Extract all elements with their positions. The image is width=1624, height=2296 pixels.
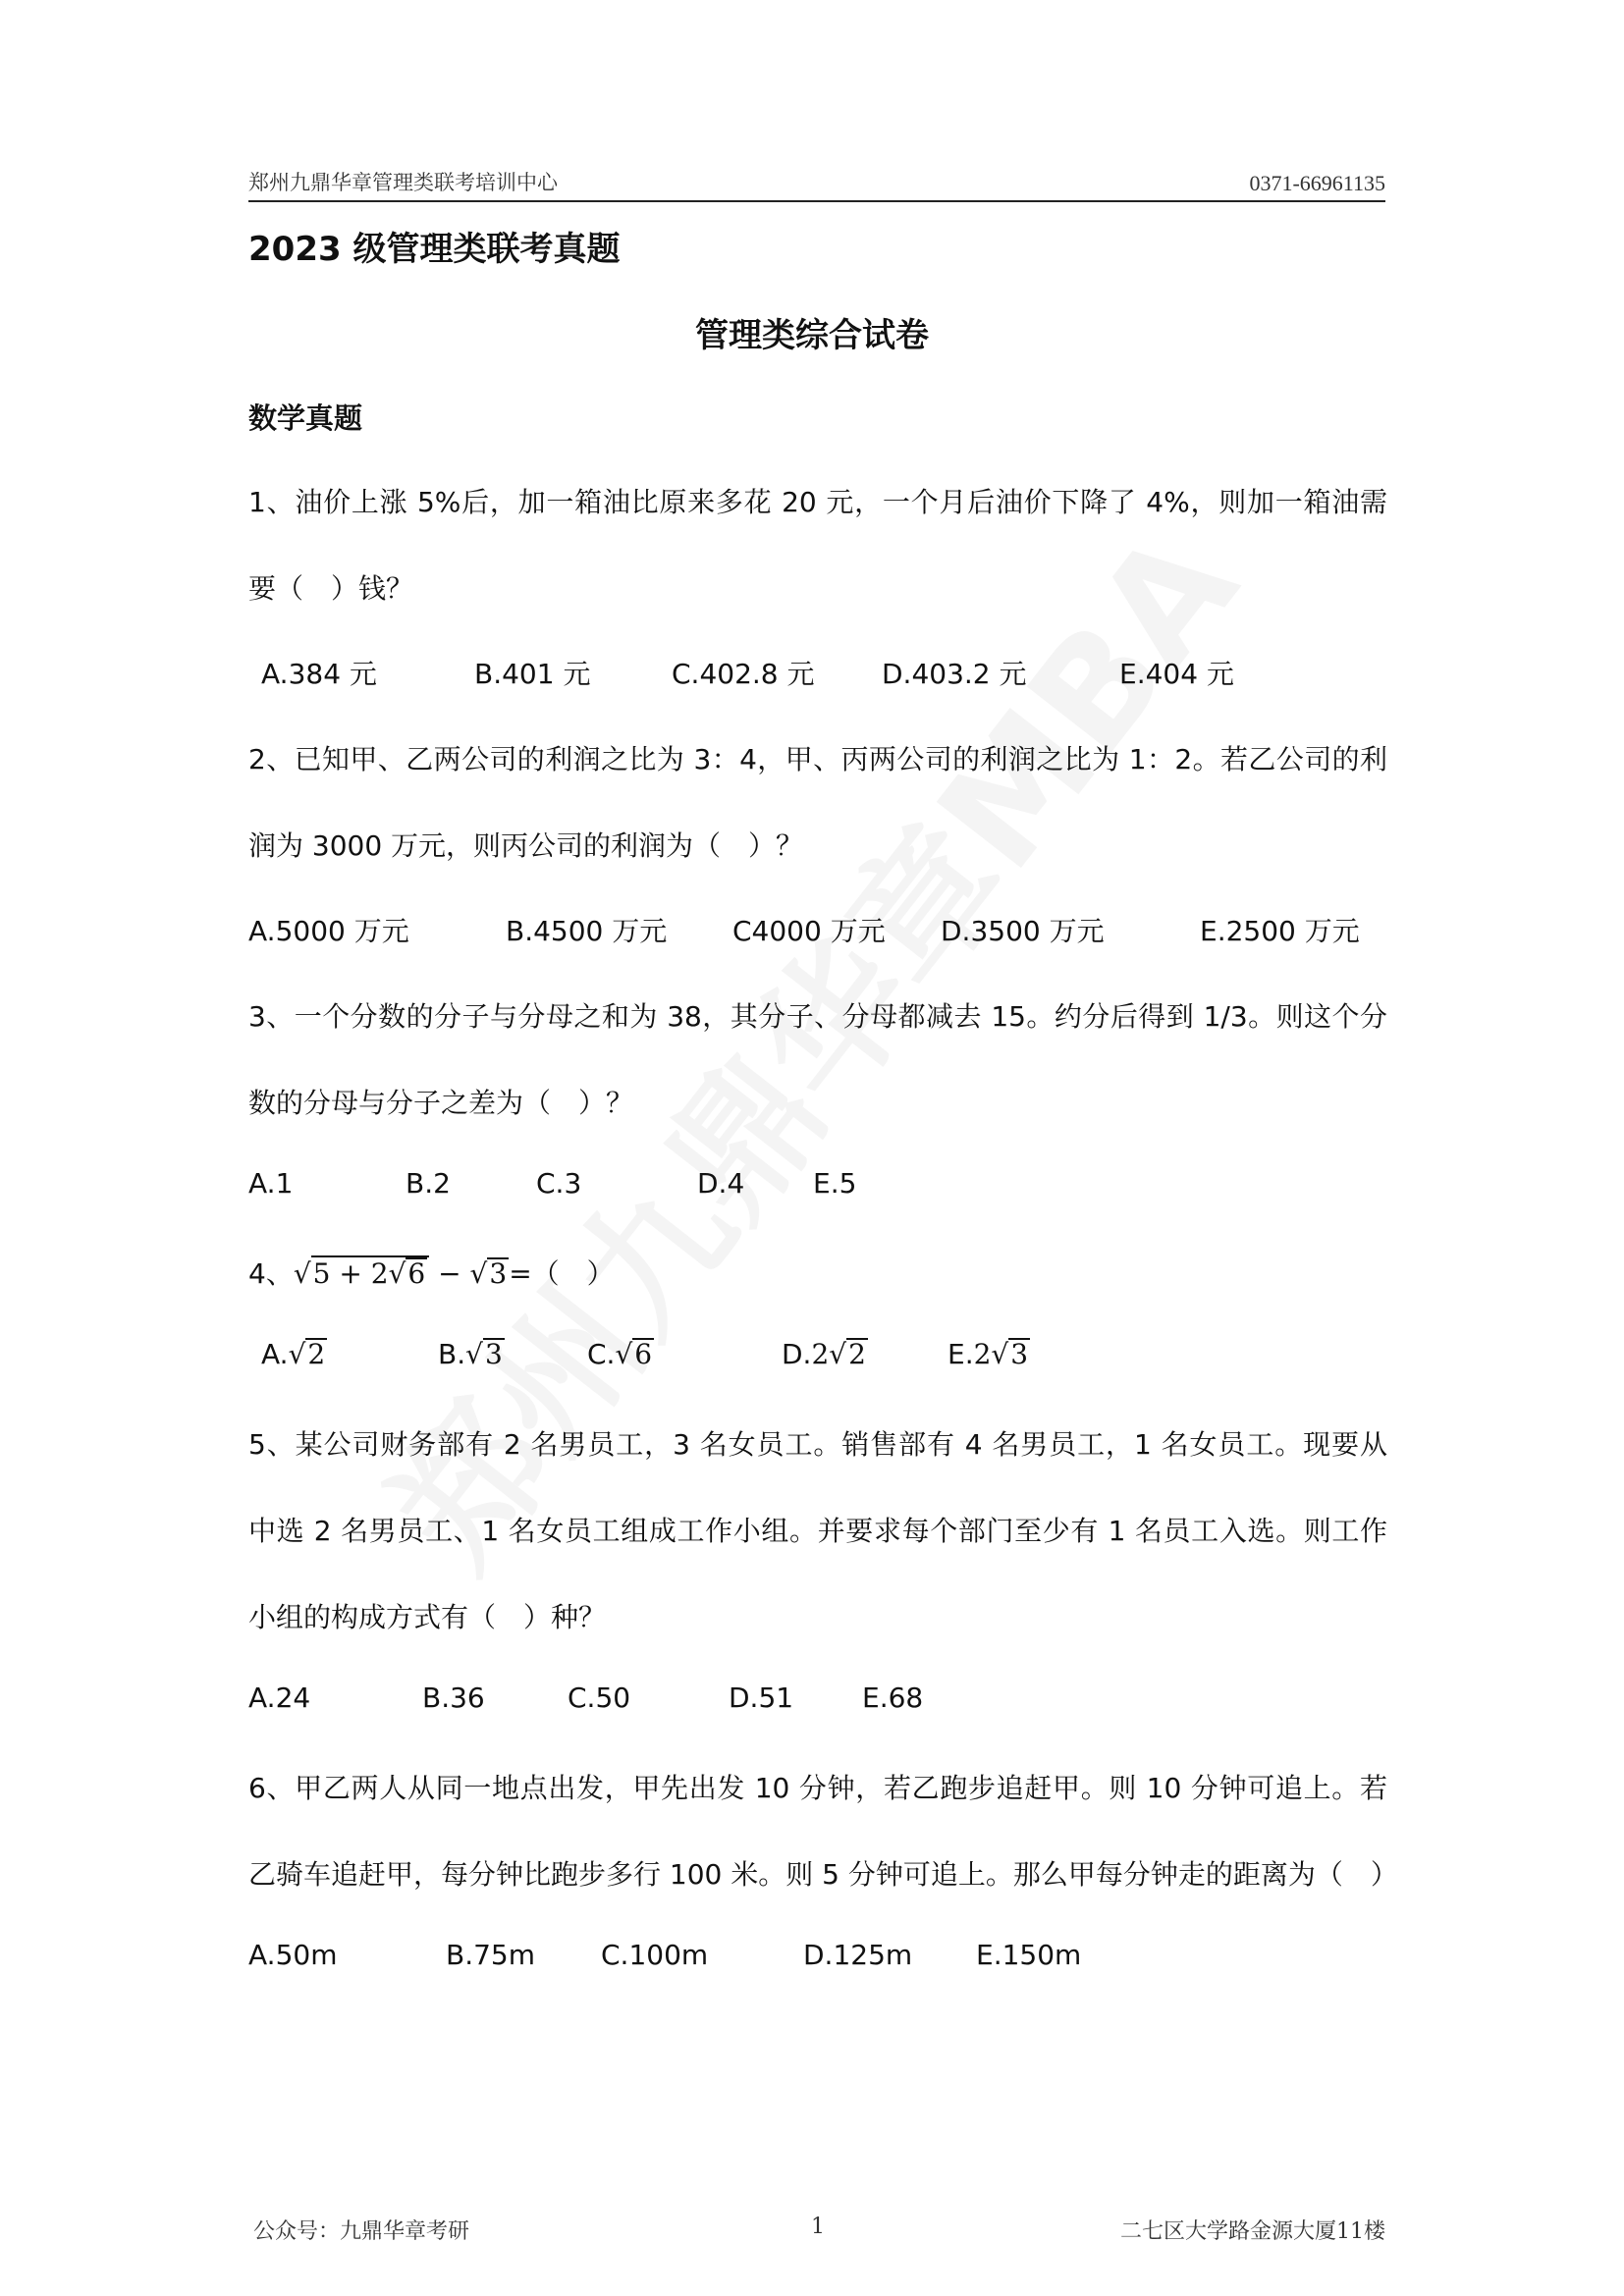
question-5-line-1: 5、某公司财务部有 2 名男员工，3 名女员工。销售部有 4 名男员工，1 名女员工。现要从 [248, 1428, 1387, 1461]
sqrt-icon: √ [615, 1338, 633, 1370]
q3-option-d: D.4 [697, 1167, 745, 1200]
question-5-line-3: 小组的构成方式有（ ）种？ [248, 1601, 607, 1633]
q5-option-b: B.36 [422, 1682, 485, 1714]
q1-option-a: A.384 元 [261, 658, 377, 690]
q3-option-a: A.1 [248, 1167, 294, 1200]
sqrt-icon: √ [469, 1257, 488, 1290]
q6-option-e: E.150m [976, 1939, 1082, 1971]
sqrt-icon: √ [288, 1338, 306, 1370]
question-1-line-1: 1、油价上涨 5%后，加一箱油比原来多花 20 元，一个月后油价下降了 4%，则加一箱油需 [248, 486, 1387, 518]
question-3-line-2: 数的分母与分子之差为（ ）？ [248, 1087, 634, 1119]
q2-option-a: A.5000 万元 [248, 915, 409, 947]
question-4-line [248, 1253, 1387, 1292]
q5-option-d: D.51 [729, 1682, 794, 1714]
question-2-line-1: 2、已知甲、乙两公司的利润之比为 3：4，甲、丙两公司的利润之比为 1：2。若乙公司的利 [248, 743, 1387, 775]
q3-option-c: C.3 [536, 1167, 582, 1200]
q4-outer-radicand: 5 + 2√6 [311, 1255, 430, 1288]
q4-option-a: A.√2 [261, 1338, 326, 1370]
footer-account: 公众号：九鼎华章考研 [253, 2219, 470, 2244]
q6-option-b: B.75m [446, 1939, 536, 1971]
question-6-line-1: 6、甲乙两人从同一地点出发，甲先出发 10 分钟，若乙跑步追赶甲。则 10 分钟可追上。若 [248, 1772, 1387, 1804]
sqrt-icon: √ [388, 1257, 406, 1290]
q5-option-a: A.24 [248, 1682, 311, 1714]
page-header [248, 165, 1385, 202]
q1-option-e: E.404 元 [1119, 658, 1234, 690]
q4-option-c: C.√6 [587, 1338, 653, 1370]
question-1-line-2: 要（ ）钱？ [248, 572, 414, 605]
sqrt-icon: √ [465, 1338, 483, 1370]
q3-option-e: E.5 [813, 1167, 857, 1200]
q1-option-c: C.402.8 元 [672, 658, 815, 690]
sqrt-icon: √ [829, 1338, 847, 1370]
header-org: 郑州九鼎华章管理类联考培训中心 [248, 171, 558, 194]
question-6-line-2: 乙骑车追赶甲，每分钟比跑步多行 100 米。则 5 分钟可追上。那么甲每分钟走的距离为（ ） [248, 1858, 1398, 1891]
document-title: 2023 级管理类联考真题 [248, 230, 621, 269]
sqrt-icon: √ [293, 1257, 311, 1290]
q4-suffix: =（ ） [509, 1257, 615, 1290]
q5-option-c: C.50 [568, 1682, 631, 1714]
q3-option-b: B.2 [406, 1167, 451, 1200]
header-phone: 0371-66961135 [1249, 171, 1385, 195]
q1-option-b: B.401 元 [474, 658, 591, 690]
q6-option-c: C.100m [601, 1939, 709, 1971]
q2-option-b: B.4500 万元 [506, 915, 668, 947]
question-2-line-2: 润为 3000 万元，则丙公司的利润为（ ）？ [248, 829, 804, 862]
q4-option-e: E.2√3 [947, 1338, 1029, 1370]
q4-option-d: D.2√2 [782, 1338, 866, 1370]
q5-option-e: E.68 [862, 1682, 924, 1714]
page-number: 1 [811, 2215, 825, 2239]
q6-option-d: D.125m [803, 1939, 913, 1971]
section-heading: 数学真题 [248, 401, 363, 435]
q2-option-c: C4000 万元 [732, 915, 886, 947]
q1-option-d: D.403.2 元 [882, 658, 1027, 690]
exam-title: 管理类综合试卷 [695, 316, 929, 355]
footer-address: 二七区大学路金源大厦11楼 [1120, 2219, 1385, 2244]
q4-prefix: 4、 [248, 1257, 294, 1290]
q4-expression: √5 + 2√6 − √3 [293, 1257, 508, 1290]
q2-option-e: E.2500 万元 [1200, 915, 1360, 947]
q6-option-a: A.50m [248, 1939, 338, 1971]
sqrt-icon: √ [991, 1338, 1009, 1370]
q4-option-b: B.√3 [438, 1338, 503, 1370]
question-3-line-1: 3、一个分数的分子与分母之和为 38，其分子、分母都减去 15。约分后得到 1/3。则这个分 [248, 1000, 1387, 1033]
question-5-line-2: 中选 2 名男员工、1 名女员工组成工作小组。并要求每个部门至少有 1 名员工入选。则工作 [248, 1515, 1387, 1547]
q2-option-d: D.3500 万元 [941, 915, 1105, 947]
